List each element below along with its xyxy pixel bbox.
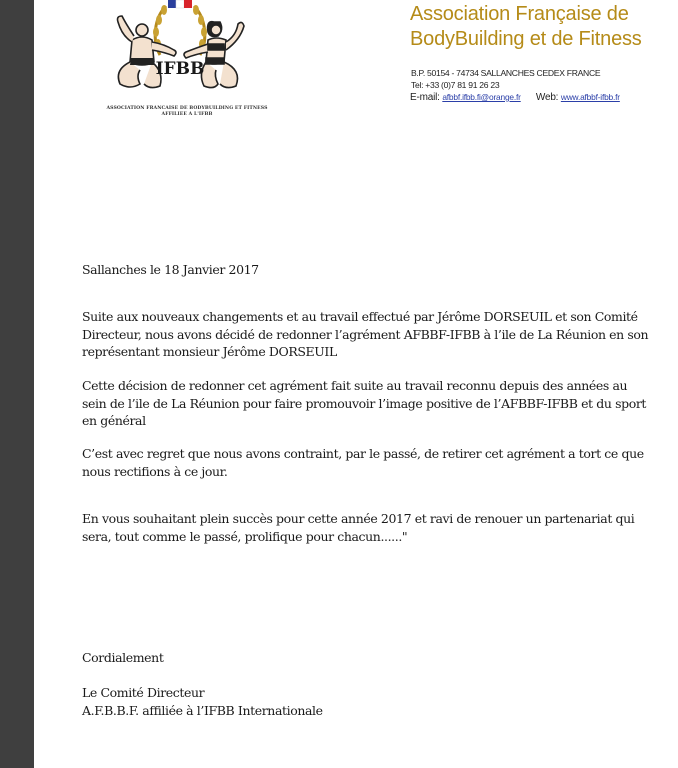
logo-caption-line1: ASSOCIATION FRANCAISE DE BODYBUILDING ET FITNESS bbox=[106, 106, 268, 111]
logo-emblem-text: IFBB bbox=[155, 59, 205, 79]
letter-page bbox=[34, 0, 678, 768]
email-link[interactable]: afbbf.ifbb.fi@orange.fr bbox=[442, 92, 521, 102]
org-address-block bbox=[411, 67, 678, 91]
paragraph-line: représentant monsieur Jérôme DORSEUIL bbox=[82, 344, 337, 359]
logo-caption bbox=[102, 106, 272, 118]
web-link[interactable]: www.afbbf-ifbb.fr bbox=[560, 92, 620, 102]
paragraph-4 bbox=[82, 510, 672, 545]
paragraph-line: Directeur, nous avons décidé de redonner l’agrément AFBBF-IFBB à l’ile de La Réunion en son bbox=[82, 326, 649, 342]
paragraph-line: En vous souhaitant plein succès pour cette année 2017 et ravi de renouer un partenariat qui bbox=[82, 511, 635, 526]
paragraph-line: Suite aux nouveaux changements et au travail effectué par Jérôme DORSEUIL et son Comité bbox=[82, 309, 638, 324]
paragraph-2 bbox=[82, 377, 672, 430]
paragraph-line: C’est avec regret que nous avons contraint, par le passé, de retirer cet agrément a tort ce que bbox=[82, 446, 644, 461]
signature-line2: A.F.B.B.F. affiliée à l’IFBB Internationale bbox=[82, 702, 323, 718]
signature bbox=[82, 684, 672, 719]
org-name-line2: BodyBuilding et de Fitness bbox=[410, 28, 642, 50]
email-label: E-mail: bbox=[410, 92, 440, 103]
org-phone: Tel: +33 (0)7 81 91 26 23 bbox=[411, 80, 500, 90]
paragraph-line: sein de l’ile de La Réunion pour faire promouvoir l’image positive de l’AFBBF-IFBB et du sport bbox=[82, 395, 647, 411]
org-address: B.P. 50154 - 74734 SALLANCHES CEDEX FRANCE bbox=[411, 68, 601, 78]
signature-line1: Le Comité Directeur bbox=[82, 685, 205, 700]
org-name-line1: Association Française de bbox=[410, 3, 629, 25]
closing: Cordialement bbox=[82, 650, 164, 665]
logo-caption-line2: AFFILIEE A L'IFBB bbox=[161, 112, 213, 117]
paragraph-1 bbox=[82, 308, 672, 361]
paragraph-line: en général bbox=[82, 413, 146, 428]
paragraph-line: sera, tout comme le passé, prolifique pour chacun......" bbox=[82, 528, 408, 544]
paragraph-line: Cette décision de redonner cet agrément fait suite au travail reconnu depuis des années au bbox=[82, 378, 628, 393]
letter-date: Sallanches le 18 Janvier 2017 bbox=[82, 262, 259, 277]
paragraph-3 bbox=[82, 445, 672, 480]
paragraph-line: nous rectifions à ce jour. bbox=[82, 463, 228, 479]
ifbb-logo bbox=[100, 0, 260, 122]
left-margin-bar bbox=[0, 0, 34, 768]
org-contact-line bbox=[410, 91, 678, 104]
web-label: Web: bbox=[535, 92, 559, 103]
org-name bbox=[410, 2, 678, 52]
